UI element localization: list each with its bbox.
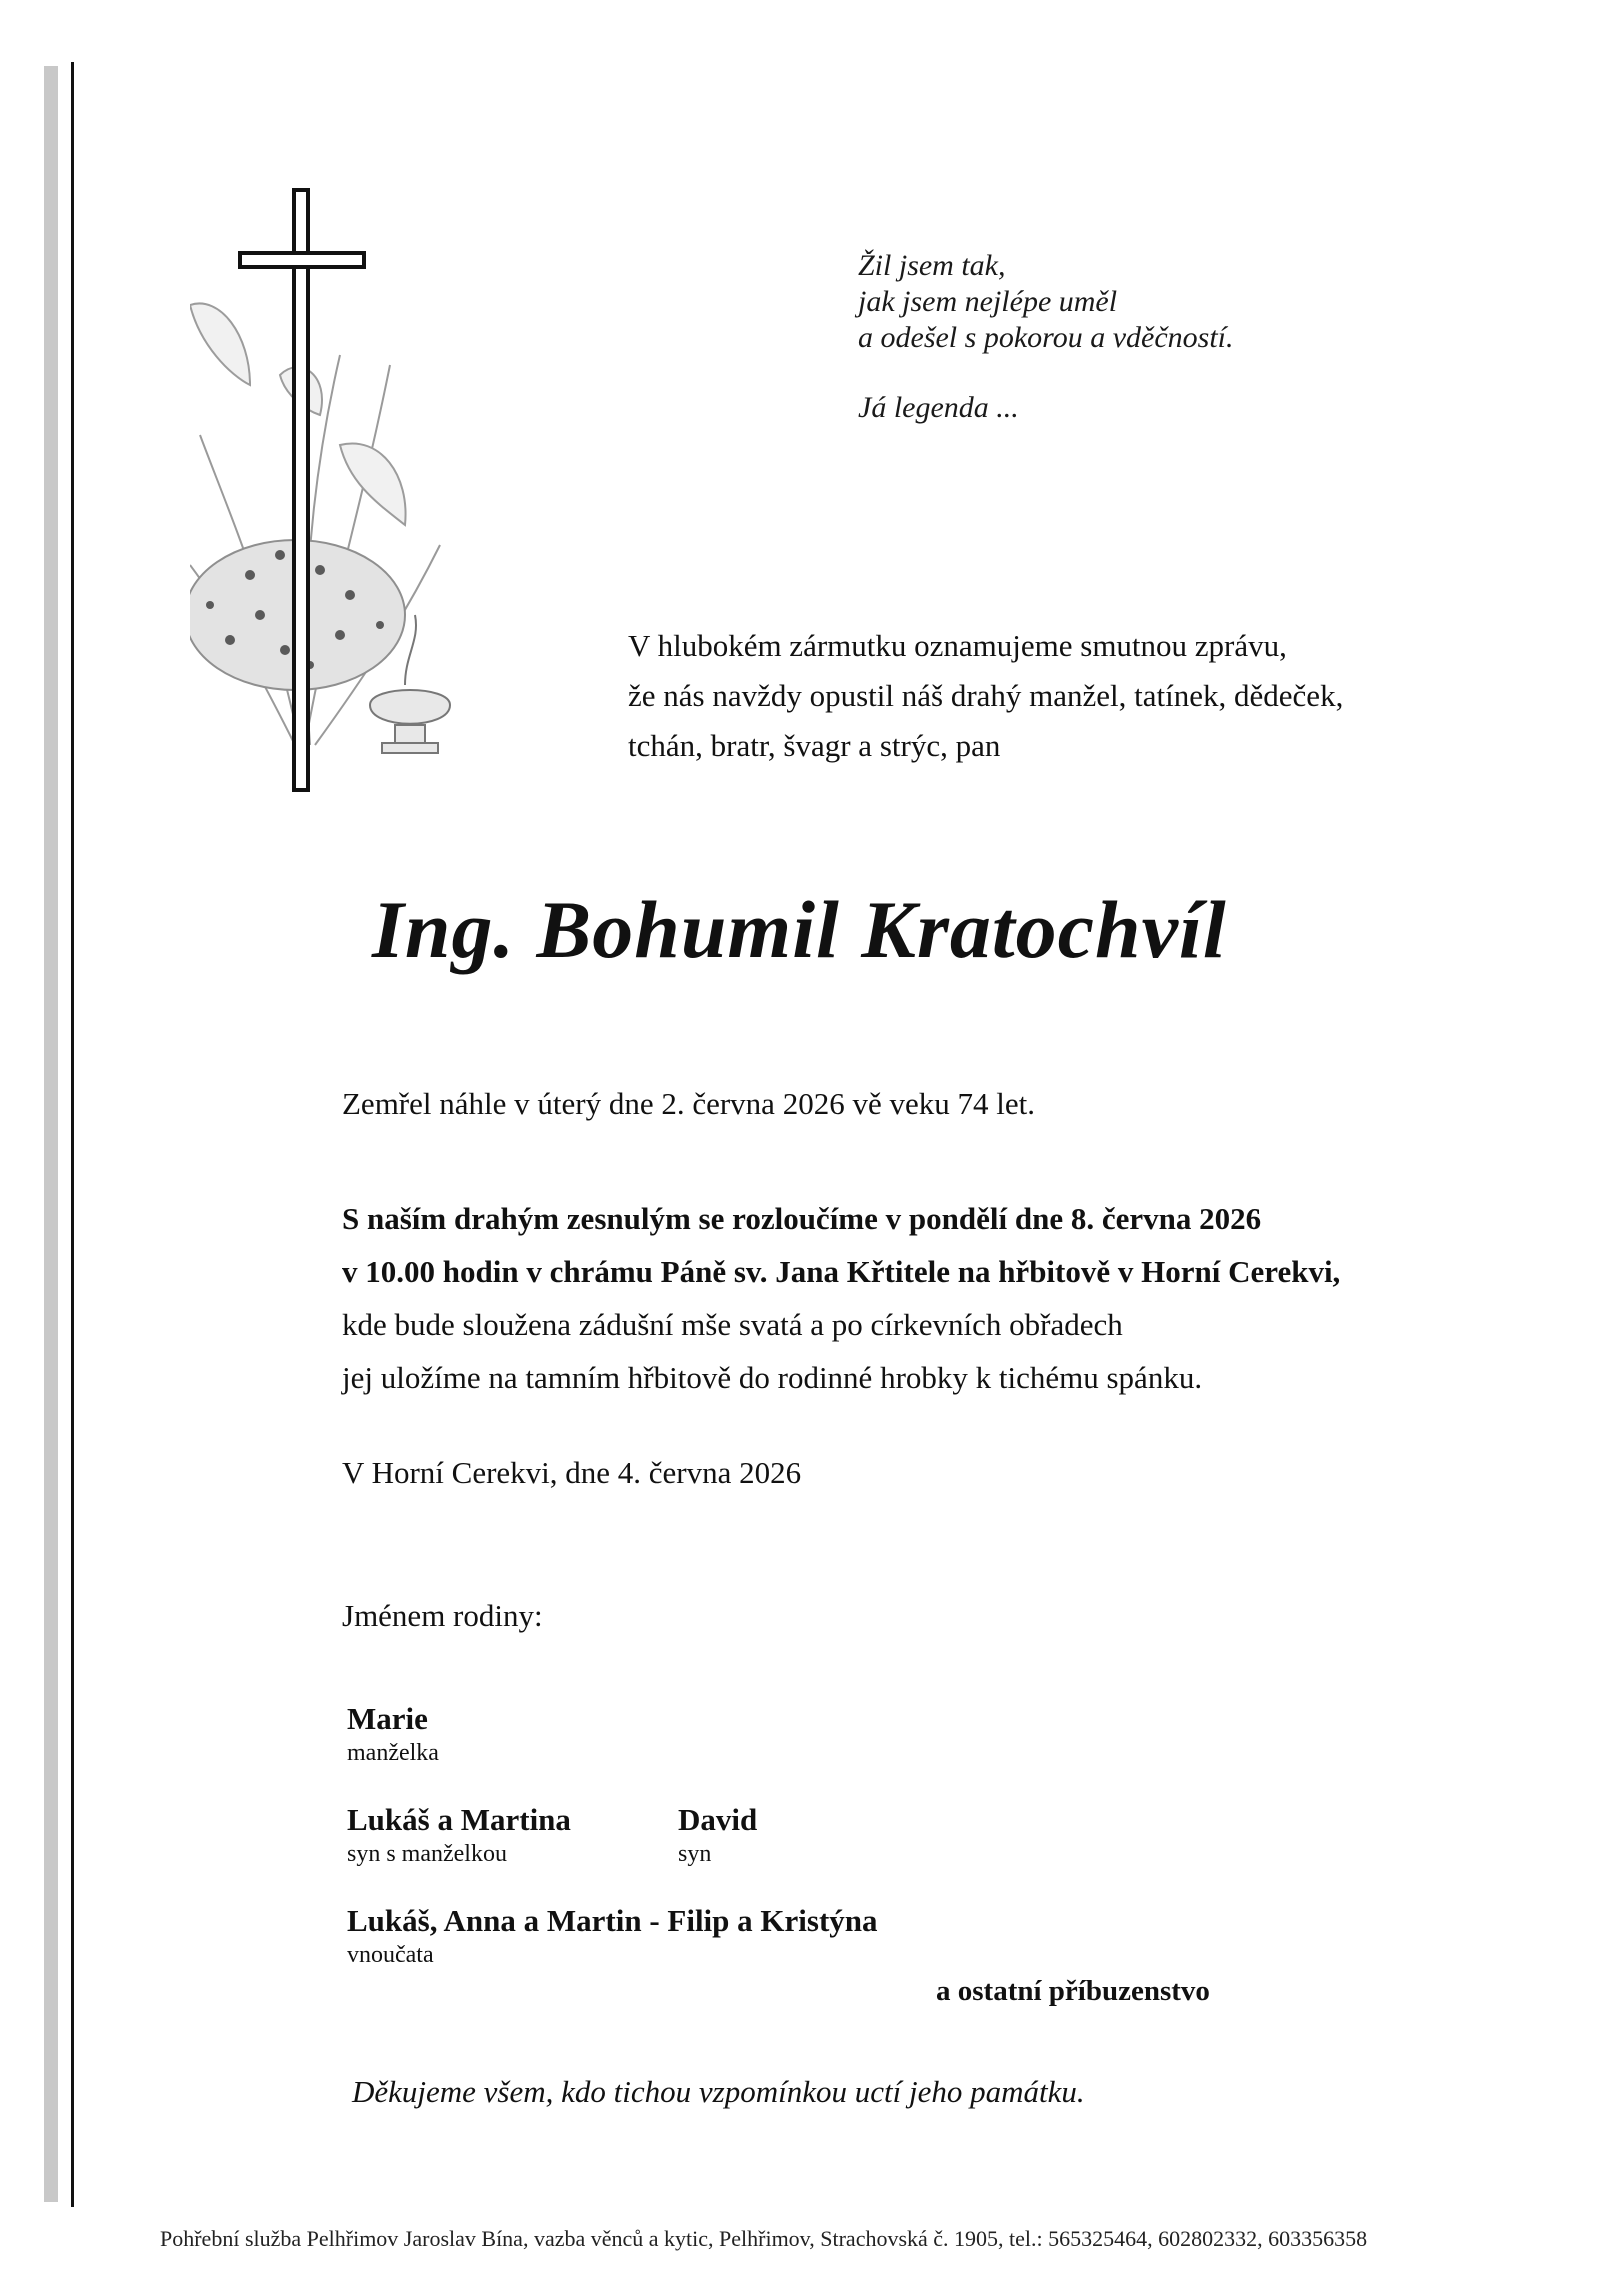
member-name: Lukáš, Anna a Martin - Filip a Kristýna	[347, 1903, 878, 1938]
cross-with-lilies-icon	[190, 185, 490, 805]
verse-tail: Já legenda ...	[858, 391, 1019, 424]
member-name: Lukáš a Martina	[347, 1802, 571, 1837]
announcement-line: tchán, bratr, švagr a strýc, pan	[628, 728, 1001, 763]
verse-line: a odešel s pokorou a vděčností.	[858, 321, 1234, 354]
place-date: V Horní Cerekvi, dne 4. června 2026	[342, 1455, 802, 1490]
funeral-line: S naším drahým zesnulým se rozloučíme v pondělí dne 8. června 2026	[342, 1201, 1262, 1236]
family-member	[678, 1801, 757, 1869]
funeral-line: jej uložíme na tamním hřbitově do rodinné hrobky k tichému spánku.	[342, 1360, 1203, 1395]
announcement-line: V hlubokém zármutku oznamujeme smutnou zprávu,	[628, 628, 1287, 663]
family-member	[347, 1801, 571, 1869]
verse-line: Žil jsem tak,	[858, 249, 1006, 282]
family-member	[347, 1700, 439, 1768]
member-name: David	[678, 1802, 758, 1837]
funeral-line: kde bude sloužena zádušní mše svatá a po církevních obřadech	[342, 1307, 1123, 1342]
member-relation: syn s manželkou	[347, 1841, 507, 1867]
verse-line: jak jsem nejlépe uměl	[858, 285, 1118, 318]
member-name: Marie	[347, 1701, 428, 1736]
thanks-line: Děkujeme všem, kdo tichou vzpomínkou uctí jeho památku.	[352, 2074, 1085, 2109]
deceased-name: Ing. Bohumil Kratochvíl	[372, 884, 1227, 975]
family-intro: Jménem rodiny:	[342, 1598, 543, 1633]
member-relation: syn	[678, 1841, 712, 1867]
announcement	[628, 621, 1343, 771]
member-relation: manželka	[347, 1740, 439, 1766]
funeral-details	[342, 1192, 1340, 1404]
left-border-black	[71, 62, 74, 2207]
funeral-service-footer: Pohřební služba Pelhřimov Jaroslav Bína, vazba věnců a kytic, Pelhřimov, Strachovská č. 1905, tel.: 565325464, 602802332, 603356358	[160, 2226, 1368, 2251]
funeral-line: v 10.00 hodin v chrámu Páně sv. Jana Křtitele na hřbitově v Horní Cerekvi,	[342, 1254, 1341, 1289]
other-relatives: a ostatní příbuzenstvo	[936, 1975, 1210, 2007]
announcement-line: že nás navždy opustil náš drahý manžel, tatínek, dědeček,	[628, 678, 1344, 713]
death-notice: Zemřel náhle v úterý dne 2. června 2026 vě veku 74 let.	[342, 1086, 1035, 1121]
left-border-grey	[44, 66, 58, 2202]
member-relation: vnoučata	[347, 1942, 434, 1968]
verse	[858, 248, 1233, 426]
family-member	[347, 1902, 878, 1970]
